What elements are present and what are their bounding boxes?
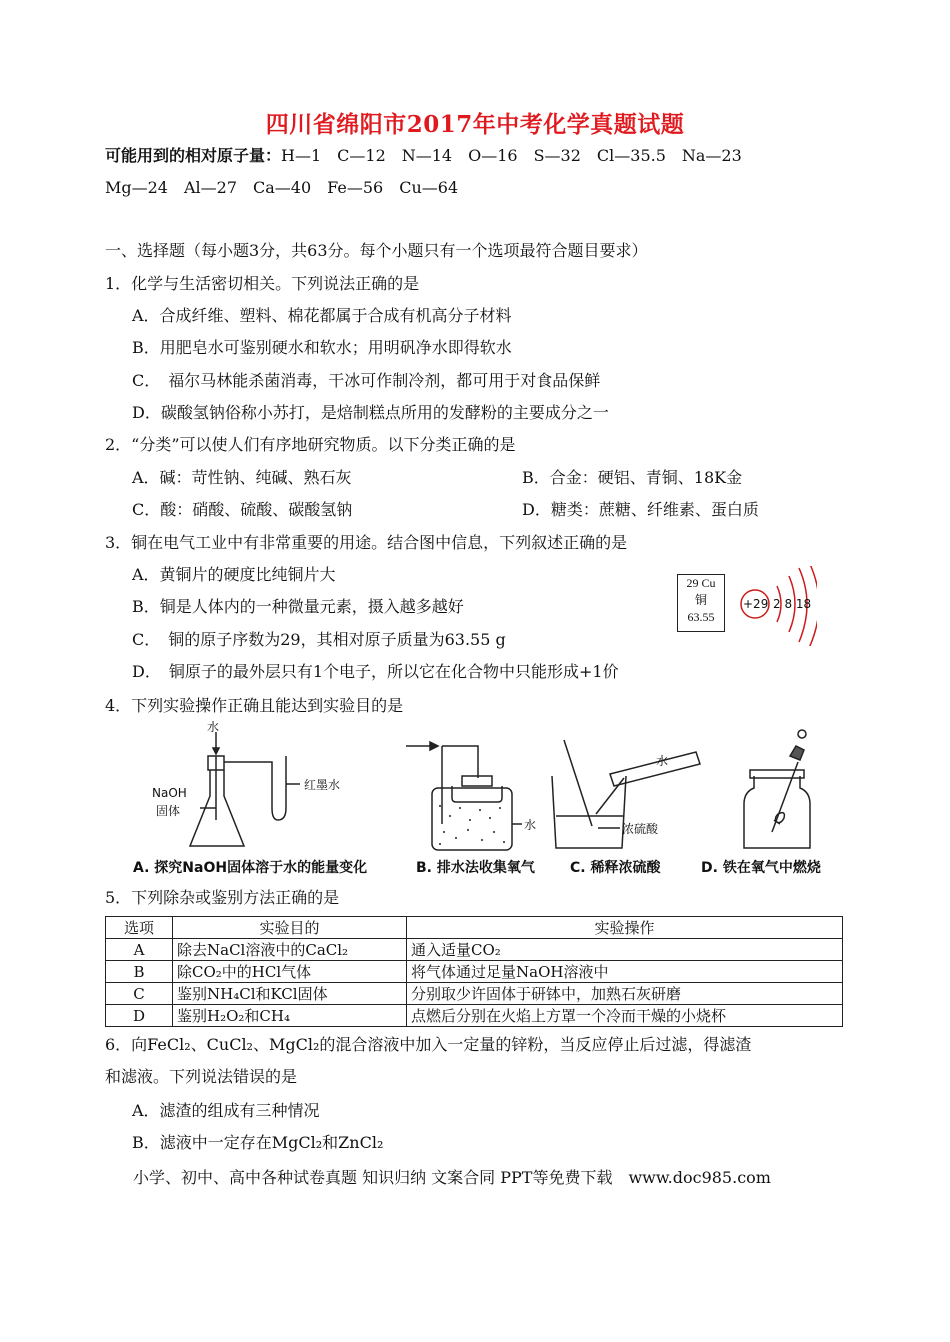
q3-option-d: D． 铜原子的最外层只有1个电子，所以它在化合物中只能形成+1价 xyxy=(132,662,619,681)
q5-table xyxy=(105,916,843,1027)
table-row xyxy=(106,983,843,1005)
cell-operation: 分别取少许固体于研钵中，加熟石灰研磨 xyxy=(407,983,843,1005)
cell-option: C xyxy=(106,983,173,1005)
label-red-ink: 红墨水 xyxy=(304,778,341,792)
q6-option-b: B．滤液中一定存在MgCl₂和ZnCl₂ xyxy=(132,1133,384,1152)
q3-option-a: A．黄铜片的硬度比纯铜片大 xyxy=(132,565,336,584)
element-box xyxy=(677,574,725,632)
atomic-mass-values-1: H—1 C—12 N—14 O—16 S—32 Cl—35.5 Na—23 xyxy=(281,146,742,165)
q3-option-c: C． 铜的原子序数为29，其相对原子质量为63.55 g xyxy=(132,630,506,649)
cell-operation: 通入适量CO₂ xyxy=(407,939,843,961)
label-water-b: 水 xyxy=(524,818,537,832)
q1-option-d: D．碳酸氢钠俗称小苏打，是焙制糕点所用的发酵粉的主要成分之一 xyxy=(132,403,609,422)
cell-option: D xyxy=(106,1005,173,1027)
q6-stem-line-2: 和滤液。下列说法错误的是 xyxy=(105,1067,298,1086)
element-mass: 63.55 xyxy=(687,610,715,624)
q6-option-a: A．滤渣的组成有三种情况 xyxy=(132,1101,320,1120)
cell-option: B xyxy=(106,961,173,983)
caption-b: B. 排水法收集氧气 xyxy=(416,860,535,876)
element-name: 铜 xyxy=(694,593,707,607)
cell-operation: 点燃后分别在火焰上方罩一个冷而干燥的小烧杯 xyxy=(407,1005,843,1027)
col-header-operation: 实验操作 xyxy=(407,917,843,939)
label-acid: 浓硫酸 xyxy=(622,822,659,836)
cell-option: A xyxy=(106,939,173,961)
atom-nucleus: +29 xyxy=(743,597,769,611)
atom-shells: 2 8 18 xyxy=(773,597,812,611)
table-header-row xyxy=(106,917,843,939)
label-water-c: 水 xyxy=(656,754,669,768)
atomic-mass-label: 可能用到的相对原子量： xyxy=(105,146,282,165)
element-number-symbol: 29 Cu xyxy=(686,576,716,590)
q4-apparatus-figure xyxy=(140,716,860,856)
q5-stem: 5．下列除杂或鉴别方法正确的是 xyxy=(105,888,340,907)
section-heading: 一、选择题（每小题3分，共63分。每个小题只有一个选项最符合题目要求） xyxy=(105,241,648,260)
q1-option-b: B．用肥皂水可鉴别硬水和软水；用明矾净水即得软水 xyxy=(132,338,512,357)
q3-stem: 3．铜在电气工业中有非常重要的用途。结合图中信息，下列叙述正确的是 xyxy=(105,533,628,552)
label-water-top: 水 xyxy=(207,720,220,734)
apparatus-a xyxy=(190,732,300,846)
q3-option-b: B．铜是人体内的一种微量元素，摄入越多越好 xyxy=(132,597,464,616)
q1-stem: 1．化学与生活密切相关。下列说法正确的是 xyxy=(105,274,420,293)
footer-text: 小学、初中、高中各种试卷真题 知识归纳 文案合同 PPT等免费下载 www.doc985.com xyxy=(133,1168,771,1187)
table-row xyxy=(106,961,843,983)
page-title: 四川省绵阳市2017年中考化学真题试题 xyxy=(265,111,685,138)
q2-option-b: B．合金：硬铝、青铜、18K金 xyxy=(522,468,743,487)
q2-option-c: C．酸：硝酸、硫酸、碳酸氢钠 xyxy=(132,500,353,519)
label-solid: 固体 xyxy=(156,804,181,818)
label-naoh: NaOH xyxy=(152,786,187,800)
col-header-option: 选项 xyxy=(106,917,173,939)
cell-goal: 鉴别NH₄Cl和KCl固体 xyxy=(173,983,407,1005)
cell-operation: 将气体通过足量NaOH溶液中 xyxy=(407,961,843,983)
q1-option-c: C． 福尔马林能杀菌消毒，干冰可作制冷剂，都可用于对食品保鲜 xyxy=(132,371,601,390)
apparatus-b-water-dots xyxy=(439,805,505,845)
caption-a: A. 探究NaOH固体溶于水的能量变化 xyxy=(133,860,368,876)
table-row xyxy=(106,1005,843,1027)
caption-d: D. 铁在氧气中燃烧 xyxy=(701,860,821,876)
atomic-mass-line-1 xyxy=(105,146,742,166)
cell-goal: 除CO₂中的HCl气体 xyxy=(173,961,407,983)
q2-option-d: D．糖类：蔗糖、纤维素、蛋白质 xyxy=(522,500,759,519)
q1-option-a: A．合成纤维、塑料、棉花都属于合成有机高分子材料 xyxy=(132,306,512,325)
apparatus-d xyxy=(744,730,810,848)
caption-c: C. 稀释浓硫酸 xyxy=(570,860,661,876)
q4-stem: 4．下列实验操作正确且能达到实验目的是 xyxy=(105,696,404,715)
q2-option-a: A．碱：苛性钠、纯碱、熟石灰 xyxy=(132,468,352,487)
cell-goal: 除去NaCl溶液中的CaCl₂ xyxy=(173,939,407,961)
q2-stem: 2．“分类”可以使人们有序地研究物质。以下分类正确的是 xyxy=(105,435,516,454)
apparatus-b xyxy=(406,742,522,850)
table-row xyxy=(106,939,843,961)
col-header-goal: 实验目的 xyxy=(173,917,407,939)
atomic-mass-values-2: Mg—24 Al—27 Ca—40 Fe—56 Cu—64 xyxy=(105,178,459,197)
cell-goal: 鉴别H₂O₂和CH₄ xyxy=(173,1005,407,1027)
q6-stem-line-1: 6．向FeCl₂、CuCl₂、MgCl₂的混合溶液中加入一定量的锌粉，当反应停止后过滤，得滤渣 xyxy=(105,1035,752,1054)
